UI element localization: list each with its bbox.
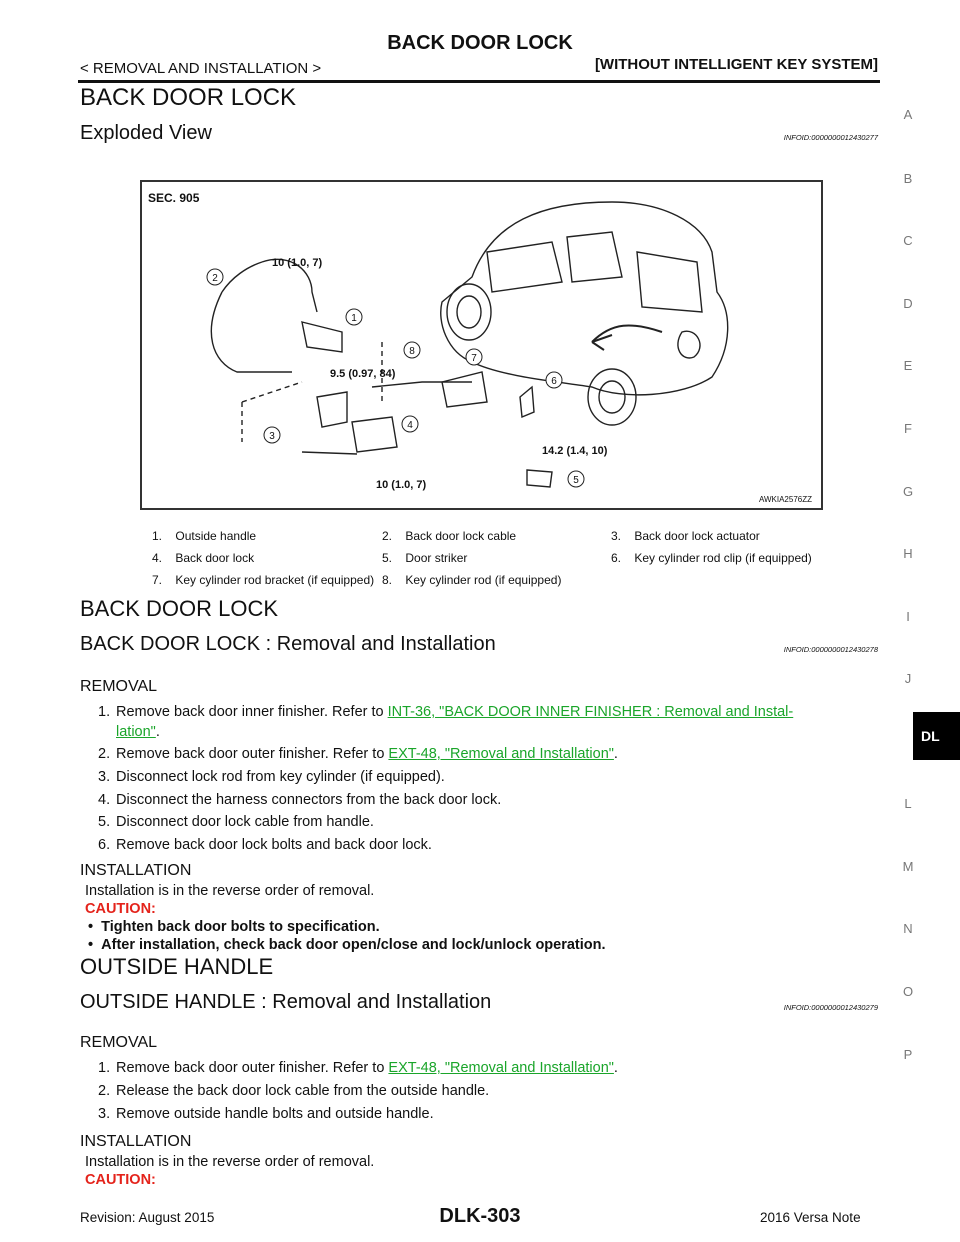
reference-link[interactable]: EXT-48, "Removal and Installation" [388,746,614,762]
step: 3. Remove outside handle bolts and outside handle. [98,1106,434,1122]
header-rule [78,80,880,83]
installation-text: Installation is in the reverse order of removal. [85,883,375,899]
header-section: < REMOVAL AND INSTALLATION > [80,60,322,77]
section-subheading: BACK DOOR LOCK : Removal and Installation [80,633,496,655]
side-index-item[interactable]: C [903,233,913,248]
step: 6. Remove back door lock bolts and back door lock. [98,837,432,853]
side-index-item[interactable]: M [902,859,914,874]
torque-label: 9.5 (0.97, 84) [330,368,396,380]
step: 3. Disconnect lock rod from key cylinder (if equipped). [98,769,445,785]
exploded-view-infoid: INFOID:0000000012430277 [783,133,878,142]
callout: 7 [471,353,477,364]
side-index-item[interactable]: O [902,984,914,999]
side-index-item[interactable]: E [903,358,913,373]
side-index-item[interactable]: H [903,546,913,561]
callout: 5 [573,475,579,486]
side-index-item[interactable]: G [902,484,914,499]
step: 1. Remove back door inner finisher. Refer to INT-36, "BACK DOOR INNER FINISHER : Removal and Instal- [98,704,794,720]
caution-label: CAUTION: [85,1172,156,1188]
legend-item: 7. Key cylinder rod bracket (if equipped) [152,573,375,587]
torque-label: 10 (1.0, 7) [376,479,427,491]
callout: 4 [407,420,413,431]
step: 4. Disconnect the harness connectors from the back door lock. [98,792,502,808]
side-index-item[interactable]: D [903,296,913,311]
side-index-item[interactable]: A [903,107,913,122]
installation-label: INSTALLATION [80,862,192,879]
side-index-item[interactable]: F [904,421,912,436]
step: 5. Disconnect door lock cable from handle. [98,814,374,830]
side-index-item[interactable]: P [903,1047,913,1062]
caution-item: • Tighten back door bolts to specification. [88,919,380,935]
side-index-item[interactable]: B [903,171,913,186]
page-header-title: BACK DOOR LOCK [387,32,573,54]
step: 2. Release the back door lock cable from the outside handle. [98,1083,490,1099]
callout: 8 [409,346,415,357]
header-variant: [WITHOUT INTELLIGENT KEY SYSTEM] [594,56,878,73]
callout: 6 [551,376,557,387]
section-heading: BACK DOOR LOCK [80,596,279,621]
exploded-view-figure [140,180,823,510]
step-continuation: lation". [116,724,160,740]
torque-label: 14.2 (1.4, 10) [542,445,608,457]
installation-label: INSTALLATION [80,1133,192,1150]
figure-image-code: AWKIA2576ZZ [758,495,812,504]
figure-section-label: SEC. 905 [148,191,200,205]
exploded-view-title: Exploded View [80,122,212,144]
side-index-item-active[interactable]: DL [913,712,960,760]
removal-label: REMOVAL [80,678,158,695]
page-heading: BACK DOOR LOCK [80,84,297,111]
exploded-diagram [142,182,821,508]
callout: 1 [351,313,357,324]
section-heading: OUTSIDE HANDLE [80,954,274,979]
legend-item: 1. Outside handle [152,529,257,543]
side-index-item[interactable]: N [903,921,913,936]
callout: 2 [212,273,218,284]
installation-text: Installation is in the reverse order of removal. [85,1154,375,1170]
section-subheading: OUTSIDE HANDLE : Removal and Installation [80,991,492,1013]
caution-label: CAUTION: [85,901,156,917]
footer-model: 2016 Versa Note [760,1210,861,1225]
legend-item: 2. Back door lock cable [382,529,517,543]
callout: 3 [269,431,275,442]
legend-item: 4. Back door lock [152,551,255,565]
footer-revision: Revision: August 2015 [80,1210,215,1225]
footer-page-number: DLK-303 [439,1205,521,1227]
legend-item: 6. Key cylinder rod clip (if equipped) [611,551,812,565]
reference-link[interactable]: INT-36, "BACK DOOR INNER FINISHER : Removal and Instal- [387,704,794,720]
step: 2. Remove back door outer finisher. Refer to EXT-48, "Removal and Installation". [98,746,618,762]
reference-link[interactable]: EXT-48, "Removal and Installation" [388,1060,614,1076]
legend-item: 3. Back door lock actuator [611,529,760,543]
side-index-item[interactable]: I [906,609,910,624]
side-index-item[interactable]: L [904,796,912,811]
legend-item: 5. Door striker [382,551,468,565]
torque-label: 10 (1.0, 7) [272,257,323,269]
reference-link[interactable]: lation" [116,724,156,740]
caution-item: • After installation, check back door open/close and lock/unlock operation. [88,937,606,953]
step: 1. Remove back door outer finisher. Refer to EXT-48, "Removal and Installation". [98,1060,618,1076]
section-infoid: INFOID:0000000012430278 [783,645,878,654]
legend-item: 8. Key cylinder rod (if equipped) [382,573,562,587]
removal-label: REMOVAL [80,1034,158,1051]
section-infoid: INFOID:0000000012430279 [783,1003,878,1012]
side-index-item[interactable]: J [904,671,912,686]
